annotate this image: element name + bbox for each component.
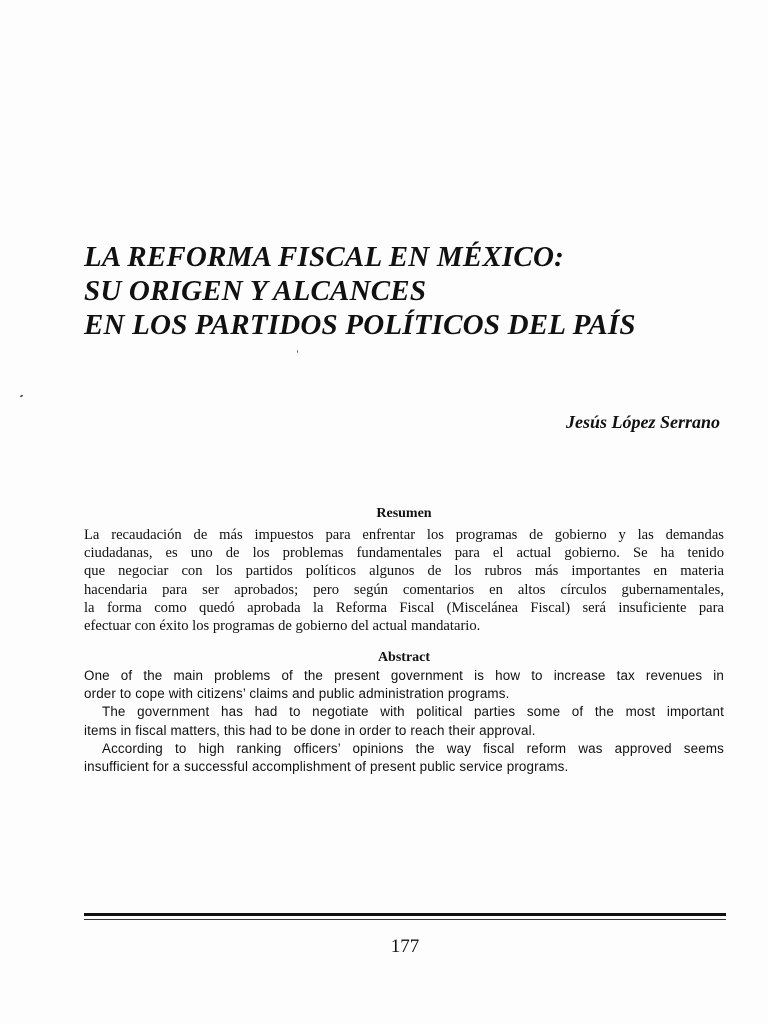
abstract-line: One of the main problems of the present government is how to increase tax revenues in	[84, 668, 724, 683]
abstract-line: order to cope with citizens’ claims and public administration programs.	[84, 686, 510, 702]
resumen-line: que negociar con los partidos políticos algunos de los rubros más importantes en materia	[84, 563, 724, 580]
scan-speck	[20, 394, 24, 397]
abstract-paragraph	[84, 667, 724, 776]
resumen-line: ciudadanas, es uno de los problemas fundamentales para el actual gobierno. Se ha tenido	[84, 545, 724, 562]
article-author: Jesús López Serrano	[565, 412, 720, 432]
resumen-line: efectuar con éxito los programas de gobierno del actual mandatario.	[84, 618, 481, 635]
resumen-paragraph	[84, 526, 724, 635]
footer-rule-thick	[84, 913, 726, 916]
abstract-line: insufficient for a successful accomplishment of present public service programs.	[84, 759, 569, 775]
page-number: 177	[390, 936, 420, 957]
resumen-heading: Resumen	[376, 506, 432, 521]
abstract-heading: Abstract	[377, 650, 431, 665]
footer-rule-thin	[84, 919, 726, 920]
title-line-3: EN LOS PARTIDOS POLÍTICOS DEL PAÍS	[84, 309, 636, 341]
resumen-line: hacendaria para ser aprobados; pero según comentarios en altos círculos gubernamentales,	[84, 581, 724, 598]
resumen-line: La recaudación de más impuestos para enfrentar los programas de gobierno y las demandas	[84, 527, 724, 543]
title-line-1: LA REFORMA FISCAL EN MÉXICO:	[84, 241, 564, 273]
resumen-line: la forma como quedó aprobada la Reforma Fiscal (Miscelánea Fiscal) será insuficiente para	[84, 599, 724, 616]
abstract-line: According to high ranking officers’ opinions the way fiscal reform was approved seems	[102, 740, 724, 756]
title-line-2: SU ORIGEN Y ALCANCES	[84, 275, 427, 307]
scan-speck	[297, 350, 298, 353]
abstract-line: The government has had to negotiate with political parties some of the most important	[102, 704, 724, 720]
abstract-line: items in fiscal matters, this had to be done in order to reach their approval.	[84, 722, 536, 738]
article-title	[84, 240, 724, 342]
